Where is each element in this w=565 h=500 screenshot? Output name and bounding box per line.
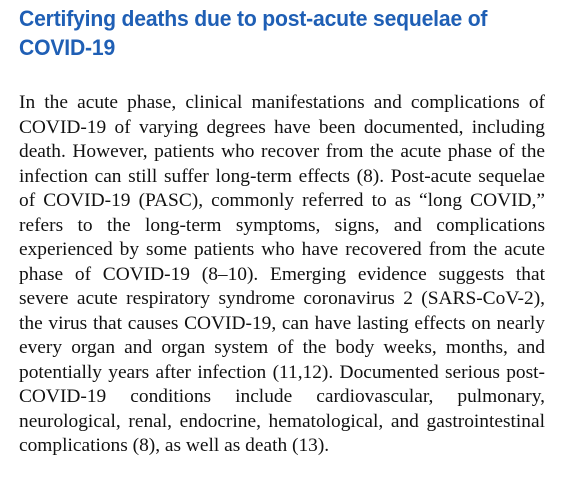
section-heading: Certifying deaths due to post-acute sequelae of COVID-19 (19, 6, 488, 60)
body-paragraph: In the acute phase, clinical manifestations and complications of COVID-19 of varying degrees have been documented, including death. However, patients who recover from the acute phase of the infection can still suffer long-term effects (8). Post-acute sequelae of COVID-19 (PASC), commonly referred to as “long COVID,” refers to the long-term symptoms, signs, and complications experienced by some patients who have recovered from the acute phase of COVID-19 (8–10). Emerging evidence suggests that severe acute respiratory syndrome coronavirus 2 (SARS-CoV-2), the virus that causes COVID-19, can have lasting effects on nearly every organ and organ system of the body weeks, months, and potentially years after infection (11,12). Documented serious post-COVID-19 conditions include cardiovascular, pulmonary, neurological, renal, endocrine, hematological, and gastrointestinal complications (8), as well as death (13). (19, 92, 545, 456)
